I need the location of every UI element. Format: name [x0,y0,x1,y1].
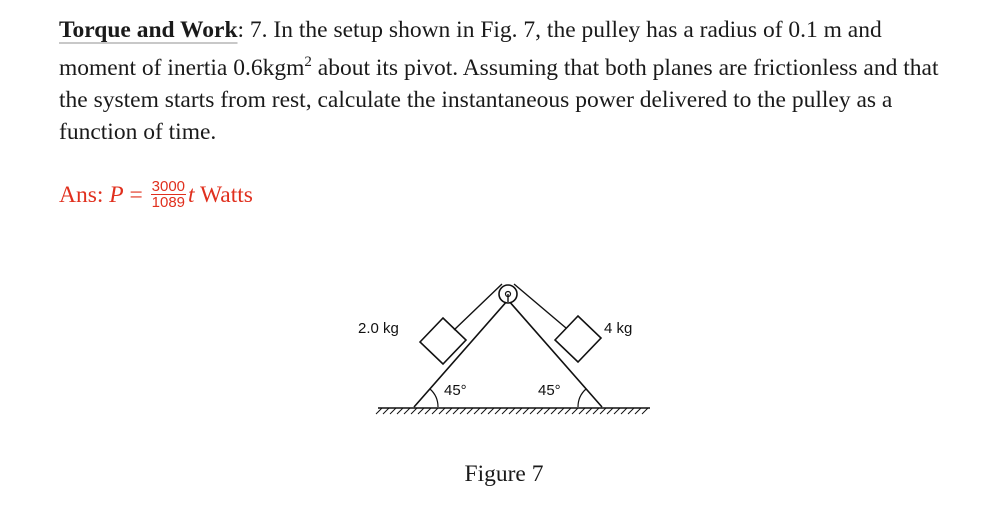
left-string [454,284,502,330]
answer-time-variable: t [188,182,195,208]
problem-text-part2: about its pivot. Assuming that both planes are frictionless and that the system starts from rest, calculate the instantaneous power delivered to the pulley as a function of time. [59,54,939,145]
right-block [555,316,601,362]
superscript-exponent: 2 [304,54,312,70]
pulley-inclined-planes-diagram [350,270,660,420]
left-mass-label: 2.0 kg [358,320,399,337]
answer-prefix: Ans: [59,182,110,208]
answer-variable: P [109,182,124,208]
problem-text-part1: : 7. In the setup shown in Fig. 7, the pulley has a radius of 0.1 m and moment of inertia 0.6kgm [59,17,882,81]
fraction-denominator: 1089 [151,194,186,212]
answer-line [59,180,253,212]
left-angle-arc [430,389,438,407]
figure-caption: Figure 7 [464,461,544,487]
answer-fraction [151,179,186,210]
right-angle-label: 45° [538,382,561,399]
right-angle-arc [578,389,586,407]
answer-equals: = [123,182,149,208]
right-mass-label: 4 kg [604,320,633,337]
left-angle-label: 45° [444,382,467,399]
answer-unit: Watts [194,182,253,208]
fraction-numerator: 3000 [151,178,186,196]
right-string [514,284,566,328]
pulley [499,285,517,303]
ground [376,408,650,414]
problem-heading: Torque and Work [59,17,238,43]
problem-statement [59,14,959,148]
